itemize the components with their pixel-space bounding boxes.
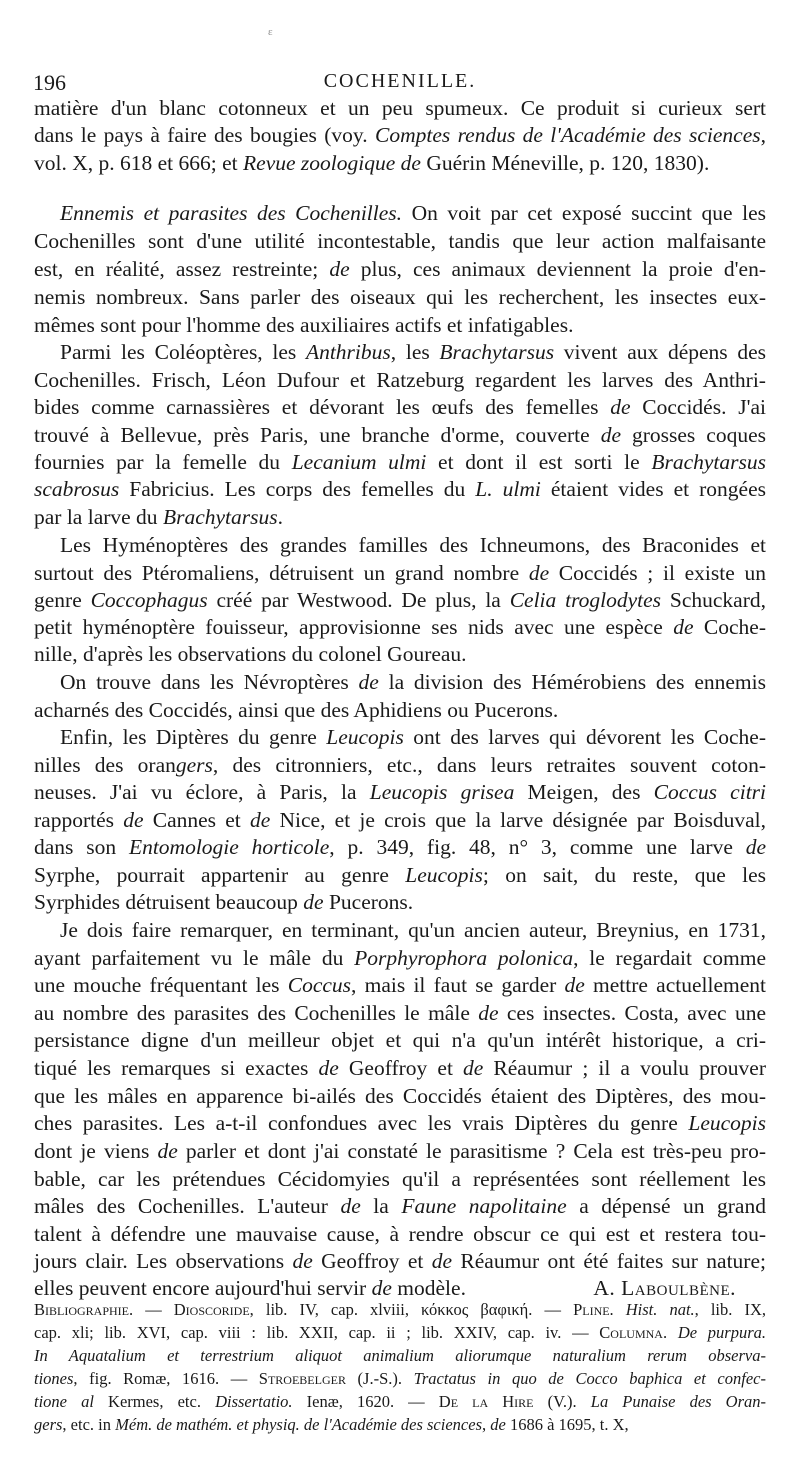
text-line: nilles des orangers, des citronniers, etc., dans leurs retraites souvent coton-: [34, 753, 767, 777]
text-line: une mouche fréquentant les Coccus, mais il faut se garder de mettre actuellement: [34, 973, 766, 997]
text-line: neuses. J'ai vu éclore, à Paris, la Leucopis grisea Meigen, des Coccus citri: [34, 780, 767, 804]
text-line: Enfin, les Diptères du genre Leucopis ont des larves qui dévorent les Coche-: [60, 725, 766, 749]
text-line: persistance digne d'un meilleur objet et qui n'a qu'un intérêt historique, a cri-: [34, 1028, 766, 1052]
bibliography-line: tiones, fig. Romæ, 1616. — Stroebelger (J.-S.). Tractatus in quo de Cocco baphica et confec-: [34, 1369, 766, 1388]
text-line: ches parasites. Les a-t-il confondues avec les vrais Diptères du genre Leucopis: [34, 1111, 766, 1135]
text-line: petit hyménoptère fouisseur, approvisionne ses nids avec une espèce de Coche-: [34, 615, 766, 639]
text-line: que les mâles en apparence bi-ailés des Coccidés étaient des Diptères, des mou-: [34, 1084, 766, 1108]
bibliography-line: Bibliographie. — Dioscoride, lib. IV, cap. xlviii, κόκκος βαφική. — Pline. Hist. nat., lib. IX,: [34, 1300, 766, 1319]
text-line: dont je viens de parler et dont j'ai constaté le parasitisme ? Cela est très-peu pro-: [34, 1139, 767, 1163]
text-line: Cochenilles sont d'une utilité incontestable, tandis que leur action malfaisante: [34, 229, 766, 253]
text-line: surtout des Ptéromaliens, détruisent un grand nombre de Coccidés ; il existe un: [34, 561, 766, 585]
text-line: Syrphides détruisent beaucoup de Pucerons.: [34, 890, 414, 914]
text-line: par la larve du Brachytarsus.: [34, 505, 283, 529]
text-line: Ennemis et parasites des Cochenilles. On voit par cet exposé succint que les: [60, 201, 766, 225]
bibliography-line: cap. xli; lib. XVI, cap. viii : lib. XXII, cap. ii ; lib. XXIV, cap. iv. — Columna. De purpura.: [34, 1323, 766, 1342]
text-line: rapportés de Cannes et de Nice, et je crois que la larve désignée par Boisduval,: [34, 808, 767, 832]
top-mark: ε: [268, 26, 273, 38]
text-line: genre Coccophagus créé par Westwood. De plus, la Celia troglodytes Schuckard,: [34, 588, 766, 612]
text-line: Parmi les Coléoptères, les Anthribus, les Brachytarsus vivent aux dépens des: [60, 340, 766, 364]
text-line: trouvé à Bellevue, près Paris, une branche d'orme, couverte de grosses coques: [34, 423, 766, 447]
running-header: [0, 70, 800, 94]
text-line: vol. X, p. 618 et 666; et Revue zoologique de Guérin Méneville, p. 120, 1830).: [34, 151, 710, 175]
author-signature: A. Laboulbène.: [593, 1276, 736, 1300]
text-line: ayant parfaitement vu le mâle du Porphyrophora polonica, le regardait comme: [34, 946, 767, 970]
text-line: Je dois faire remarquer, en terminant, qu'un ancien auteur, Breynius, en 1731,: [60, 918, 766, 942]
running-title: COCHENILLE.: [323, 70, 477, 92]
text-line: bides comme carnassières et dévorant les œufs des femelles de Coccidés. J'ai: [34, 395, 766, 419]
bibliography-line: In Aquatalium et terrestrium aliquot animalium aliorumque naturalium rerum observa-: [34, 1346, 766, 1365]
text-line: mâles des Cochenilles. L'auteur de la Faune napolitaine a dépensé un grand: [34, 1194, 766, 1218]
page-number: 196: [33, 70, 66, 95]
text-line: elles peuvent encore aujourd'hui servir de modèle. A. Laboulbène.: [34, 1276, 736, 1300]
text-line: au nombre des parasites des Cochenilles le mâle de ces insectes. Costa, avec une: [34, 1001, 767, 1025]
text-line: dans le pays à faire des bougies (voy. Comptes rendus de l'Académie des sciences,: [34, 123, 766, 147]
text-line: scabrosus Fabricius. Les corps des femelles du L. ulmi étaient vides et rongées: [34, 477, 766, 501]
text-line: Syrphe, pourrait appartenir au genre Leucopis; on sait, du reste, que les: [34, 863, 767, 887]
bibliography-line: gers, etc. in Mém. de mathém. et physiq. de l'Académie des sciences, de 1686 à 1695, t. X,: [34, 1415, 629, 1434]
text-line: acharnés des Coccidés, ainsi que des Aphidiens ou Pucerons.: [34, 698, 559, 722]
bibliography-line: tione al Kermes, etc. Dissertatio. Ienæ, 1620. — De la Hire (V.). La Punaise des Oran-: [34, 1392, 767, 1411]
text-line: talent à défendre une mauvaise cause, à rendre obscur ce qui est et restera tou-: [34, 1222, 766, 1246]
text-line: bable, car les prétendues Cécidomyies qu'il a représentées sont réellement les: [34, 1167, 766, 1191]
text-line: On trouve dans les Névroptères de la division des Hémérobiens des ennemis: [60, 670, 766, 694]
text-line: jours clair. Les observations de Geoffroy et de Réaumur ont été faites sur nature;: [34, 1249, 766, 1273]
text-line: mêmes sont pour l'homme des auxiliaires actifs et infatigables.: [34, 313, 574, 337]
text-line: fournies par la femelle du Lecanium ulmi et dont il est sorti le Brachytarsus: [34, 450, 766, 474]
text-line: nemis nombreux. Sans parler des oiseaux qui les recherchent, les insectes eux-: [34, 285, 766, 309]
text-line: est, en réalité, assez restreinte; de plus, ces animaux deviennent la proie d'en-: [34, 257, 766, 281]
text-line: Cochenilles. Frisch, Léon Dufour et Ratzeburg regardent les larves des Anthri-: [34, 368, 766, 392]
text-line: Les Hyménoptères des grandes familles des Ichneumons, des Braconides et: [60, 533, 767, 557]
text-line: tiqué les remarques si exactes de Geoffroy et de Réaumur ; il a voulu prouver: [34, 1056, 766, 1080]
text-line: nille, d'après les observations du colonel Goureau.: [34, 642, 467, 666]
text-line: dans son Entomologie horticole, p. 349, fig. 48, n° 3, comme une larve de: [34, 835, 766, 859]
text-line: matière d'un blanc cotonneux et un peu spumeux. Ce produit si curieux sert: [34, 96, 766, 120]
